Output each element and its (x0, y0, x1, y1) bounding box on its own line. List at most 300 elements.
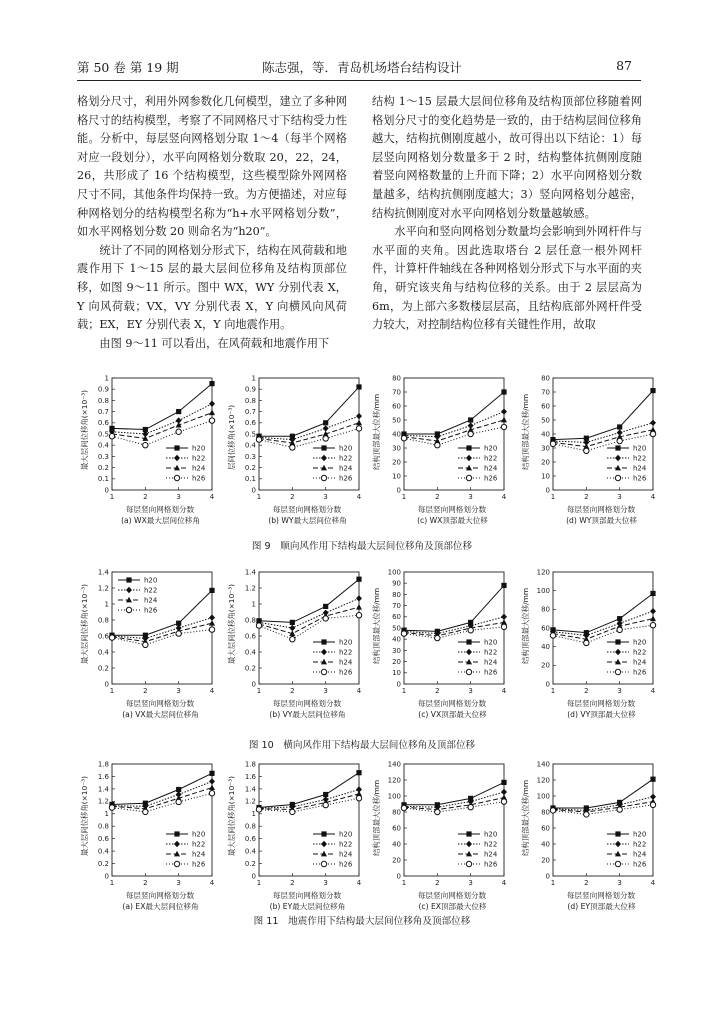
data-point-h26 (550, 633, 555, 638)
y-tick-label: 120 (536, 568, 550, 577)
plot-frame (259, 378, 359, 490)
left-column (77, 93, 347, 353)
y-tick-label: 1 (104, 810, 109, 819)
y-tick-label: 0.4 (97, 441, 109, 450)
y-tick-label: 80 (392, 590, 401, 599)
subfigure-caption: (d) VY顶部最大位移 (567, 710, 636, 719)
legend-label-h24: h24 (633, 658, 647, 667)
x-tick-label: 1 (550, 493, 556, 501)
data-point-h22 (321, 841, 327, 847)
x-tick-label: 4 (501, 493, 507, 501)
legend-label-h22: h22 (339, 454, 353, 463)
x-tick-label: 1 (550, 879, 556, 887)
legend-label-h26: h26 (633, 668, 647, 677)
data-point-h22 (126, 587, 132, 593)
y-tick-label: 1.4 (97, 568, 109, 577)
series-line-h22 (259, 790, 359, 809)
y-tick-label: 50 (392, 624, 401, 633)
y-tick-label: 0.7 (97, 408, 109, 416)
y-tick-label: 1.4 (97, 785, 109, 794)
y-tick-label: 20 (392, 458, 401, 467)
chart-svg (518, 372, 663, 502)
y-tick-label: 1.4 (244, 785, 256, 794)
y-tick-label: 140 (536, 760, 550, 769)
data-point-h24 (209, 620, 215, 626)
data-point-h20 (356, 770, 361, 775)
y-tick-label: 70 (392, 602, 401, 610)
y-tick-label: 80 (541, 374, 550, 383)
y-tick-label: 1.2 (97, 797, 109, 806)
data-point-h26 (109, 805, 114, 810)
legend-label-h26: h26 (339, 474, 353, 483)
x-tick-label: 4 (209, 687, 215, 695)
data-point-h20 (650, 591, 655, 596)
legend-label-h26: h26 (339, 860, 353, 869)
y-tick-label: 0 (251, 872, 256, 881)
data-point-h20 (617, 424, 622, 429)
legend-label-h22: h22 (192, 454, 206, 463)
subfigure-caption: (a) VX最大层间位移角 (122, 710, 199, 719)
data-point-h20 (615, 831, 620, 836)
legend-label-h22: h22 (484, 454, 498, 463)
y-tick-label: 140 (387, 760, 401, 769)
y-tick-label: 0.4 (244, 441, 256, 450)
y-tick-label: 0 (251, 680, 256, 689)
paragraph: 水平向和竖向网格划分数量均会影响到外网杆件与水平面的夹角。因此选取塔台 2 层任意一根外网杆件，计算杆件轴线在各种网格划分形式下与水平面的夹角，研究该夹角与结构位移的关系。由于 2 层层高为 6m，为上部六多数楼层层高，且结构底部外网杆件受力较大，对控制结构位移有关键性作用，故取 (372, 225, 642, 332)
chart-fig9b (224, 372, 369, 532)
legend-label-h20: h20 (484, 830, 498, 839)
x-tick-label: 4 (356, 687, 362, 695)
data-point-h22 (650, 608, 656, 614)
series-line-h24 (404, 622, 504, 635)
y-tick-label: 100 (536, 792, 550, 801)
data-point-h26 (209, 627, 214, 632)
x-tick-label: 4 (209, 493, 215, 501)
data-point-h26 (466, 669, 471, 674)
chart-svg (518, 566, 663, 696)
legend-label-h20: h20 (339, 638, 353, 647)
paragraph: 由图 9～11 可以看出，在风荷载和地震作用下 (99, 336, 330, 350)
x-tick-label: 4 (356, 879, 362, 887)
plot-frame (553, 764, 653, 876)
plot-frame (553, 572, 653, 684)
figure-11-caption: 图 11 地震作用下结构最大层间位移角及顶部位移 (253, 916, 471, 927)
legend-label-h22: h22 (633, 840, 647, 849)
legend-label-h24: h24 (339, 658, 353, 667)
x-tick-label: 2 (584, 687, 589, 695)
data-point-h26 (584, 640, 589, 645)
legend-label-h22: h22 (192, 840, 206, 849)
x-tick-label: 1 (550, 687, 556, 695)
data-point-h20 (323, 604, 328, 609)
legend-label-h22: h22 (633, 648, 647, 657)
x-tick-label: 1 (109, 879, 115, 887)
legend-label-h26: h26 (633, 474, 647, 483)
x-tick-label: 3 (176, 879, 181, 887)
y-tick-label: 0 (545, 872, 550, 881)
data-point-h24 (356, 604, 362, 610)
y-tick-label: 20 (541, 856, 550, 865)
legend-label-h24: h24 (484, 850, 498, 859)
data-point-h24 (501, 417, 507, 423)
data-point-h26 (356, 426, 361, 431)
x-tick-label: 3 (617, 687, 622, 695)
data-point-h22 (209, 401, 215, 407)
y-tick-label: 0 (396, 486, 401, 495)
chart-svg (77, 758, 222, 888)
chart-fig9c (369, 372, 514, 532)
x-axis-label: 每层竖向网格划分数 (417, 891, 487, 900)
data-point-h26 (650, 802, 655, 807)
y-tick-label: 100 (387, 792, 401, 801)
data-point-h26 (126, 607, 131, 612)
series-line-h24 (553, 802, 653, 812)
x-axis-label: 每层竖向网格划分数 (125, 505, 195, 514)
paragraph: 统计了不同的网格划分形式下，结构在风荷载和地震作用下 1～15 层的最大层间位移角及结构顶部位移，如图 9～11 所示。图中 WX，WY 分别代表 X，Y 向风荷载；VX，VY 分别代表 X，Y 向横风向风荷载；EX，EY 分别代表 X，Y 向地震作用。 (77, 243, 347, 332)
x-axis-label: 每层竖向网格划分数 (125, 891, 195, 900)
legend-label-h26: h26 (144, 606, 158, 615)
legend-label-h26: h26 (192, 860, 206, 869)
data-point-h20 (466, 831, 471, 836)
data-point-h26 (290, 445, 295, 450)
y-tick-label: 100 (536, 587, 550, 596)
y-axis-label: 最大层间位移角(×10⁻³) (227, 584, 236, 664)
data-point-h20 (650, 388, 655, 393)
series-line-h20 (404, 782, 504, 804)
data-point-h26 (501, 424, 506, 429)
x-tick-label: 1 (256, 493, 262, 501)
data-point-h20 (501, 583, 506, 588)
legend-label-h24: h24 (339, 464, 353, 473)
chart-svg (224, 758, 369, 888)
series-line-h22 (112, 404, 212, 434)
y-axis-label: 结构顶部最大位移/mm (372, 779, 381, 856)
y-tick-label: 40 (392, 430, 401, 439)
right-column (372, 93, 642, 335)
y-axis-label: 层间位移角(×10⁻³) (227, 404, 236, 470)
data-point-h26 (109, 434, 114, 439)
data-point-h20 (468, 417, 473, 422)
legend-label-h22: h22 (633, 454, 647, 463)
data-point-h26 (109, 635, 114, 640)
x-tick-label: 3 (617, 493, 622, 501)
legend-label-h26: h26 (484, 668, 498, 677)
y-tick-label: 50 (392, 416, 401, 425)
data-point-h20 (174, 445, 179, 450)
data-point-h20 (209, 771, 214, 776)
running-title: 陈志强，等．青岛机场塔台结构设计 (261, 60, 462, 75)
series-line-h24 (112, 788, 212, 809)
legend-label-h24: h24 (192, 850, 206, 859)
chart-svg (77, 372, 222, 502)
y-tick-label: 1.6 (244, 772, 256, 781)
subfigure-caption: (c) VX顶部最大位移 (418, 710, 487, 719)
y-tick-label: 1.2 (244, 797, 256, 806)
y-tick-label: 0.6 (244, 419, 256, 428)
y-axis-label: 最大层间位移角(×10⁻³) (80, 584, 89, 664)
data-point-h20 (501, 780, 506, 785)
y-tick-label: 0.6 (244, 632, 256, 641)
y-tick-label: 80 (392, 374, 401, 383)
plot-frame (404, 572, 504, 684)
legend-label-h20: h20 (192, 830, 206, 839)
x-tick-label: 2 (435, 687, 440, 695)
y-tick-label: 1.8 (244, 760, 256, 769)
data-point-h22 (466, 649, 472, 655)
y-tick-label: 1 (104, 600, 109, 609)
y-tick-label: 60 (392, 402, 401, 411)
data-point-h26 (468, 431, 473, 436)
y-tick-label: 0.6 (97, 632, 109, 641)
y-tick-label: 0.9 (97, 385, 109, 394)
subfigure-caption: (c) EX顶部最大位移 (418, 902, 487, 911)
x-tick-label: 1 (401, 687, 407, 695)
data-point-h26 (615, 475, 620, 480)
y-axis-label: 结构顶部最大位移/mm (521, 587, 530, 664)
y-tick-label: 1 (251, 374, 256, 383)
chart-svg (369, 372, 514, 502)
paragraph: 格划分尺寸，利用外网参数化几何模型，建立了多种网格尺寸的结构模型，考察了不同网格尺寸下结构受力性能。分析中，每层竖向网格划分取 1～4（每半个网格对应一段划分），水平向网格划分数取 20，22，24，26，共形成了 16 个结构模型，这些模型除外网网格尺寸不同，其他条件均保持一致。为方便描述，对应每种网格划分的结构模型名称为“h+水平网格划分数”，如水平网格划分数 20 则命名为“h20”。 (77, 95, 347, 239)
legend-label-h20: h20 (192, 444, 206, 453)
data-point-h20 (466, 445, 471, 450)
data-point-h26 (435, 809, 440, 814)
y-tick-label: 120 (536, 776, 550, 785)
y-tick-label: 0.2 (244, 664, 256, 673)
y-tick-label: 0.7 (244, 408, 256, 416)
y-tick-label: 0.8 (244, 396, 256, 405)
chart-svg (369, 566, 514, 696)
data-point-h26 (209, 418, 214, 423)
y-tick-label: 0.6 (97, 835, 109, 844)
series-line-h26 (259, 798, 359, 812)
data-point-h26 (584, 812, 589, 817)
data-point-h26 (321, 861, 326, 866)
data-point-h26 (617, 807, 622, 812)
y-tick-label: 80 (541, 808, 550, 817)
data-point-h20 (126, 577, 131, 582)
y-tick-label: 0.5 (244, 430, 256, 439)
x-tick-label: 4 (356, 493, 362, 501)
data-point-h26 (435, 443, 440, 448)
x-tick-label: 2 (290, 879, 295, 887)
legend-label-h26: h26 (633, 860, 647, 869)
chart-fig10a (77, 566, 222, 726)
x-tick-label: 2 (290, 493, 295, 501)
y-tick-label: 60 (541, 624, 550, 633)
y-tick-label: 1.2 (244, 584, 256, 593)
data-point-h22 (615, 841, 621, 847)
y-tick-label: 0.4 (97, 847, 109, 856)
x-axis-label: 每层竖向网格划分数 (272, 699, 342, 708)
series-line-h20 (112, 773, 212, 804)
y-tick-label: 0.9 (244, 385, 256, 394)
journal-volume: 第 50 卷 第 19 期 (77, 60, 179, 75)
data-point-h20 (356, 577, 361, 582)
series-line-h24 (259, 794, 359, 810)
x-tick-label: 3 (468, 687, 473, 695)
series-line-h24 (404, 798, 504, 810)
data-point-h26 (435, 635, 440, 640)
x-tick-label: 3 (468, 879, 473, 887)
subfigure-caption: (b) WY最大层间位移角 (268, 516, 347, 525)
y-tick-label: 0.4 (97, 648, 109, 657)
x-tick-label: 3 (176, 687, 181, 695)
y-tick-label: 30 (392, 444, 401, 453)
figure-10-caption: 图 10 横向风作用下结构最大层间位移角及顶部位移 (248, 740, 476, 751)
subfigure-caption: (c) WX顶部最大位移 (417, 516, 488, 525)
x-axis-label: 每层竖向网格划分数 (566, 505, 636, 514)
y-tick-label: 1.6 (97, 772, 109, 781)
y-tick-label: 0 (104, 680, 109, 689)
data-point-h26 (356, 796, 361, 801)
y-tick-label: 20 (392, 856, 401, 865)
y-tick-label: 0 (545, 680, 550, 689)
data-point-h26 (468, 805, 473, 810)
data-point-h26 (401, 805, 406, 810)
y-tick-label: 70 (392, 388, 401, 397)
x-axis-label: 每层竖向网格划分数 (272, 505, 342, 514)
chart-fig11c (369, 758, 514, 918)
y-tick-label: 0.2 (244, 464, 256, 472)
legend-label-h22: h22 (339, 648, 353, 657)
series-line-h22 (259, 598, 359, 628)
legend-label-h20: h20 (633, 830, 647, 839)
chart-fig9d (518, 372, 663, 532)
y-tick-label: 0 (545, 486, 550, 495)
x-tick-label: 3 (323, 687, 328, 695)
data-point-h22 (321, 649, 327, 655)
x-tick-label: 4 (501, 687, 507, 695)
y-tick-label: 0.8 (244, 822, 256, 831)
data-point-h20 (466, 639, 471, 644)
subfigure-caption: (d) EY顶部最大位移 (567, 902, 636, 911)
y-axis-label: 最大层间位移角(×10⁻³) (80, 390, 89, 470)
y-tick-label: 1.8 (97, 760, 109, 769)
data-point-h20 (321, 831, 326, 836)
data-point-h26 (174, 475, 179, 480)
data-point-h26 (174, 861, 179, 866)
y-tick-label: 0.5 (97, 430, 109, 439)
y-tick-label: 40 (392, 635, 401, 644)
y-tick-label: 60 (392, 613, 401, 622)
x-tick-label: 4 (209, 879, 215, 887)
y-tick-label: 0 (104, 872, 109, 881)
y-axis-label: 最大层间位移角(×10⁻³) (227, 776, 236, 856)
data-point-h22 (289, 625, 295, 631)
legend-label-h26: h26 (192, 474, 206, 483)
y-tick-label: 40 (392, 840, 401, 849)
legend-label-h26: h26 (339, 668, 353, 677)
x-tick-label: 2 (584, 493, 589, 501)
data-point-h20 (323, 420, 328, 425)
data-point-h22 (209, 614, 215, 620)
data-point-h26 (401, 436, 406, 441)
chart-fig10b (224, 566, 369, 726)
data-point-h22 (466, 455, 472, 461)
data-point-h22 (174, 455, 180, 461)
y-tick-label: 1.2 (97, 584, 109, 593)
data-point-h26 (323, 616, 328, 621)
plot-frame (404, 764, 504, 876)
y-tick-label: 90 (392, 579, 401, 588)
y-tick-label: 10 (392, 669, 401, 678)
y-tick-label: 20 (541, 661, 550, 670)
data-point-h26 (143, 642, 148, 647)
data-point-h26 (323, 802, 328, 807)
x-tick-label: 2 (143, 879, 148, 887)
x-tick-label: 1 (109, 493, 115, 501)
legend-label-h22: h22 (144, 586, 158, 595)
data-point-h26 (401, 631, 406, 636)
data-point-h26 (143, 443, 148, 448)
x-tick-label: 3 (468, 493, 473, 501)
data-point-h22 (174, 841, 180, 847)
legend-label-h26: h26 (484, 860, 498, 869)
y-tick-label: 10 (392, 472, 401, 481)
y-tick-label: 0 (251, 486, 256, 495)
plot-frame (553, 378, 653, 490)
data-point-h22 (466, 841, 472, 847)
y-tick-label: 0.8 (97, 616, 109, 625)
subfigure-caption: (a) WX最大层间位移角 (121, 516, 200, 525)
data-point-h24 (209, 410, 215, 416)
y-tick-label: 20 (392, 658, 401, 666)
y-tick-label: 1 (104, 374, 109, 383)
x-tick-label: 2 (435, 493, 440, 501)
x-tick-label: 4 (501, 879, 507, 887)
y-tick-label: 60 (541, 402, 550, 411)
data-point-h22 (615, 649, 621, 655)
x-tick-label: 1 (256, 687, 262, 695)
data-point-h26 (321, 475, 326, 480)
x-tick-label: 3 (323, 879, 328, 887)
y-tick-label: 30 (541, 444, 550, 453)
chart-fig11b (224, 758, 369, 918)
chart-fig11a (77, 758, 222, 918)
y-tick-label: 10 (541, 472, 550, 481)
data-point-h20 (209, 381, 214, 386)
legend-label-h20: h20 (633, 444, 647, 453)
x-axis-label: 每层竖向网格划分数 (417, 505, 487, 514)
x-tick-label: 3 (323, 493, 328, 501)
y-tick-label: 0.6 (97, 419, 109, 428)
data-point-h26 (501, 799, 506, 804)
legend-label-h20: h20 (144, 576, 158, 585)
data-point-h26 (356, 613, 361, 618)
data-point-h26 (143, 809, 148, 814)
y-axis-label: 最大层间位移角(×10⁻³) (80, 776, 89, 856)
data-point-h20 (650, 777, 655, 782)
page-number: 87 (616, 58, 632, 73)
x-tick-label: 4 (650, 687, 656, 695)
y-tick-label: 0.4 (244, 847, 256, 856)
data-point-h26 (501, 624, 506, 629)
data-point-h26 (290, 809, 295, 814)
series-line-h20 (259, 387, 359, 436)
legend-label-h20: h20 (339, 444, 353, 453)
y-tick-label: 0.8 (97, 396, 109, 405)
data-point-h20 (174, 831, 179, 836)
data-point-h26 (468, 628, 473, 633)
series-line-h20 (553, 593, 653, 632)
data-point-h22 (323, 425, 329, 431)
y-tick-label: 0.3 (97, 452, 109, 461)
x-axis-label: 每层竖向网格划分数 (125, 699, 195, 708)
data-point-h20 (290, 620, 295, 625)
x-tick-label: 2 (435, 879, 440, 887)
chart-fig9a (77, 372, 222, 532)
legend-label-h24: h24 (633, 850, 647, 859)
